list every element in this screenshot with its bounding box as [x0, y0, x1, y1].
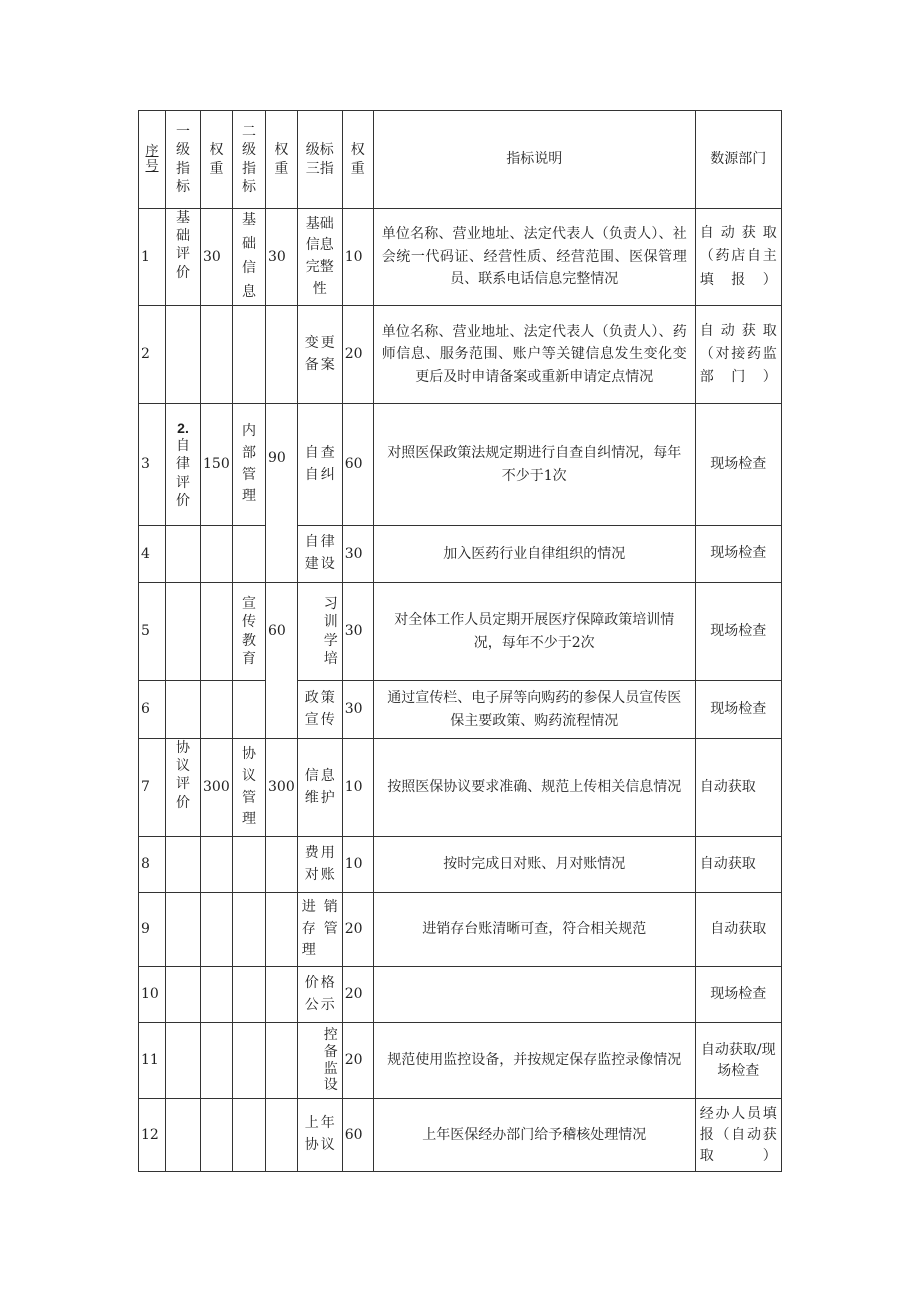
row-seq: 7	[139, 739, 166, 837]
level1-weight-empty	[201, 837, 233, 893]
table-row	[139, 967, 782, 1023]
level2-name: 宣传教育	[233, 583, 266, 681]
row-source: 现场检查	[695, 967, 781, 1023]
table-row	[139, 681, 782, 739]
level1-weight-empty	[201, 967, 233, 1023]
header-weight2: 权重	[266, 111, 298, 209]
level2-weight-empty	[266, 306, 298, 404]
row-source: 自动获取/现场检查	[695, 1023, 781, 1099]
level3-name: 变更备案	[297, 306, 342, 404]
level2-name: 内部管理	[233, 404, 266, 526]
row-source: 自动获取（药店自主填报）	[695, 209, 781, 306]
table-row	[139, 404, 782, 526]
level3-name: 习训学培	[297, 583, 342, 681]
row-desc: 按时完成日对账、月对账情况	[373, 837, 695, 893]
level3-name: 政策宣传	[297, 681, 342, 739]
row-seq: 11	[139, 1023, 166, 1099]
row-desc: 上年医保经办部门给予稽核处理情况	[373, 1099, 695, 1172]
row-desc: 规范使用监控设备，并按规定保存监控录像情况	[373, 1023, 695, 1099]
header-weight1: 权重	[201, 111, 233, 209]
level1-empty	[166, 583, 201, 681]
level2-empty	[233, 681, 266, 739]
level3-name: 进销存管理	[297, 893, 342, 967]
row-source: 自动获取	[695, 893, 781, 967]
row-weight: 30	[342, 583, 373, 681]
level1-empty	[166, 1099, 201, 1172]
row-weight: 20	[342, 893, 373, 967]
level3-name: 费用对账	[297, 837, 342, 893]
table-row	[139, 739, 782, 837]
level2-empty	[233, 526, 266, 583]
row-source: 自动获取	[695, 739, 781, 837]
row-desc: 对照医保政策法规定期进行自查自纠情况，每年不少于1次	[373, 404, 695, 526]
level1-name: 2. 自律评价	[166, 404, 201, 526]
row-weight: 30	[342, 681, 373, 739]
header-seq: 序号	[139, 111, 166, 209]
row-desc: 按照医保协议要求准确、规范上传相关信息情况	[373, 739, 695, 837]
level1-weight-empty	[201, 893, 233, 967]
row-weight: 60	[342, 1099, 373, 1172]
table-row	[139, 893, 782, 967]
level1-weight-empty	[201, 583, 233, 681]
level1-weight-empty	[201, 1099, 233, 1172]
level2-weight: 300	[266, 739, 298, 837]
level3-name: 信息维护	[297, 739, 342, 837]
level1-name: 协议评价	[166, 739, 201, 837]
level1-weight-empty	[201, 1023, 233, 1099]
row-weight: 10	[342, 209, 373, 306]
table-row	[139, 583, 782, 681]
row-weight: 60	[342, 404, 373, 526]
row-seq: 12	[139, 1099, 166, 1172]
row-source: 现场检查	[695, 681, 781, 739]
level2-empty	[233, 306, 266, 404]
row-seq: 6	[139, 681, 166, 739]
header-desc: 指标说明	[373, 111, 695, 209]
level3-name: 自查自纠	[297, 404, 342, 526]
level1-empty	[166, 837, 201, 893]
row-desc: 单位名称、营业地址、法定代表人（负责人）、社会统一代码证、经营性质、经营范围、医保管理员、联系电话信息完整情况	[373, 209, 695, 306]
level2-empty	[233, 837, 266, 893]
level3-name: 基础信息完整性	[297, 209, 342, 306]
row-source: 自动获取	[695, 837, 781, 893]
indicator-table	[138, 110, 782, 1172]
level1-weight-empty	[201, 306, 233, 404]
header-weight3: 权重	[342, 111, 373, 209]
level2-empty	[233, 967, 266, 1023]
level2-weight: 90	[266, 404, 298, 583]
header-row	[139, 111, 782, 209]
level3-name: 自律建设	[297, 526, 342, 583]
level2-name: 协议管理	[233, 739, 266, 837]
level2-weight-empty	[266, 893, 298, 967]
level3-name: 价格公示	[297, 967, 342, 1023]
header-level2: 二级指标	[233, 111, 266, 209]
header-level1: 一级指标	[166, 111, 201, 209]
row-desc: 单位名称、营业地址、法定代表人（负责人）、药师信息、服务范围、账户等关键信息发生变化变更后及时申请备案或重新申请定点情况	[373, 306, 695, 404]
level1-weight-empty	[201, 681, 233, 739]
row-seq: 4	[139, 526, 166, 583]
level1-weight: 150	[201, 404, 233, 526]
row-weight: 10	[342, 837, 373, 893]
level2-weight: 60	[266, 583, 298, 739]
level2-empty	[233, 1023, 266, 1099]
level1-empty	[166, 306, 201, 404]
level1-weight-empty	[201, 526, 233, 583]
level2-weight-empty	[266, 1099, 298, 1172]
header-level3: 级标三指	[297, 111, 342, 209]
row-seq: 5	[139, 583, 166, 681]
level1-empty	[166, 893, 201, 967]
row-seq: 9	[139, 893, 166, 967]
row-weight: 20	[342, 967, 373, 1023]
row-weight: 10	[342, 739, 373, 837]
level2-weight-empty	[266, 1023, 298, 1099]
level2-weight-empty	[266, 967, 298, 1023]
level1-prefix: 2.	[177, 420, 189, 437]
level3-name: 上年协议	[297, 1099, 342, 1172]
row-source: 现场检查	[695, 526, 781, 583]
level2-name: 基础信息	[233, 209, 266, 306]
level1-weight: 30	[201, 209, 233, 306]
level1-empty	[166, 967, 201, 1023]
level1-empty	[166, 526, 201, 583]
row-desc: 进销存台账清晰可查，符合相关规范	[373, 893, 695, 967]
level1-weight: 300	[201, 739, 233, 837]
table-row	[139, 837, 782, 893]
level1-name: 基础评价	[166, 209, 201, 306]
row-seq: 1	[139, 209, 166, 306]
row-weight: 30	[342, 526, 373, 583]
row-seq: 10	[139, 967, 166, 1023]
row-source: 经办人员填报（自动获取）	[695, 1099, 781, 1172]
row-source: 现场检查	[695, 583, 781, 681]
row-desc	[373, 967, 695, 1023]
table-row	[139, 306, 782, 404]
table-row	[139, 1099, 782, 1172]
table-row	[139, 526, 782, 583]
row-desc: 通过宣传栏、电子屏等向购药的参保人员宣传医保主要政策、购药流程情况	[373, 681, 695, 739]
level2-weight-empty	[266, 837, 298, 893]
level2-empty	[233, 1099, 266, 1172]
row-seq: 2	[139, 306, 166, 404]
row-source: 自动获取（对接药监部门）	[695, 306, 781, 404]
row-seq: 8	[139, 837, 166, 893]
level1-empty	[166, 1023, 201, 1099]
table-row	[139, 209, 782, 306]
header-source: 数源部门	[695, 111, 781, 209]
row-seq: 3	[139, 404, 166, 526]
row-desc: 对全体工作人员定期开展医疗保障政策培训情况，每年不少于2次	[373, 583, 695, 681]
row-weight: 20	[342, 1023, 373, 1099]
level2-empty	[233, 893, 266, 967]
row-source: 现场检查	[695, 404, 781, 526]
row-desc: 加入医药行业自律组织的情况	[373, 526, 695, 583]
level3-name: 控备监设	[297, 1023, 342, 1099]
row-weight: 20	[342, 306, 373, 404]
table-row	[139, 1023, 782, 1099]
level2-weight: 30	[266, 209, 298, 306]
level1-empty	[166, 681, 201, 739]
